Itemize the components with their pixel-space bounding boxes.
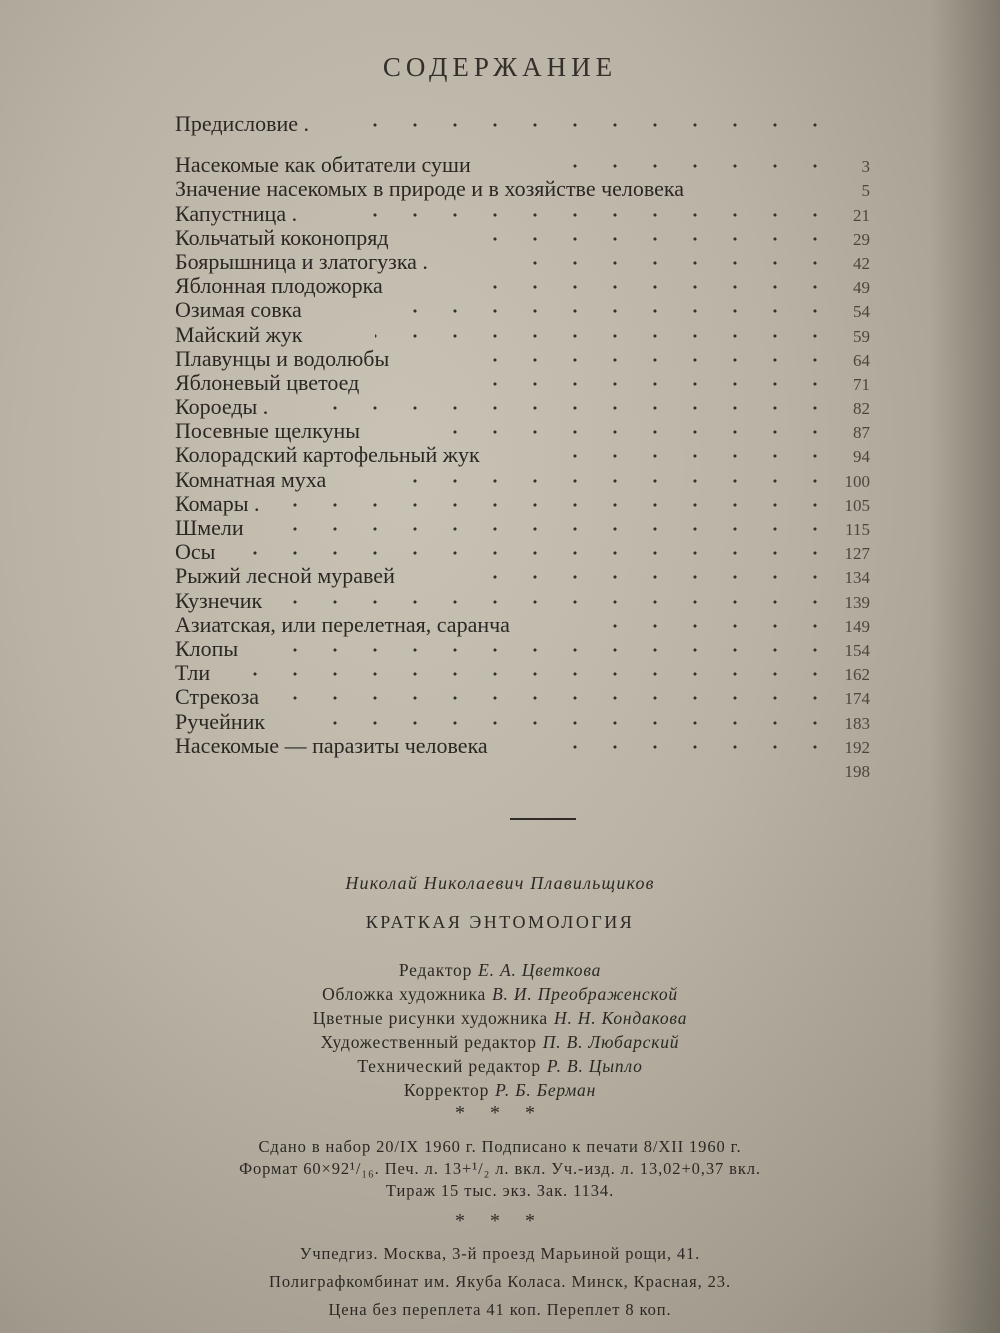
toc-leader-dots	[465, 232, 835, 246]
toc-leader-dots	[565, 159, 835, 173]
toc-leader-dots	[290, 498, 835, 512]
toc-leader-dots	[300, 716, 835, 730]
toc-entry-label: Капустница .	[175, 200, 298, 226]
toc-entry-label: Колорадский картофельный жук	[175, 442, 480, 468]
table-of-contents	[175, 112, 875, 782]
toc-entry	[175, 613, 875, 637]
toc-entry-label: Плавунцы и водолюбы	[175, 345, 390, 371]
toc-leader-dots	[290, 691, 835, 705]
toc-entry-page: 149	[844, 616, 870, 636]
toc-entry-page: 94	[853, 447, 870, 467]
toc-entry	[175, 395, 875, 419]
toc-entry	[175, 492, 875, 516]
toc-leader-dots	[570, 740, 835, 754]
toc-entry-label: Кузнечик	[175, 587, 263, 613]
toc-entry-label: Осы	[175, 539, 216, 565]
toc-entry-page: 162	[844, 665, 870, 685]
toc-leader-dots	[465, 570, 835, 584]
toc-entry-label: Рыжий лесной муравей	[175, 563, 395, 589]
toc-entry-page: 115	[845, 520, 870, 539]
contents-title: СОДЕРЖАНИЕ	[382, 52, 618, 82]
toc-leader-dots	[365, 208, 835, 222]
publisher-info-line: Полиграфкомбинат им. Якуба Коласа. Минск, Красная, 23.	[269, 1272, 731, 1291]
toc-entry-page: 54	[853, 302, 870, 322]
toc-entry	[175, 516, 875, 540]
toc-entry	[175, 112, 875, 136]
toc-entry	[175, 274, 875, 298]
credit-line	[0, 1078, 1000, 1102]
toc-entry-page: 42	[853, 253, 870, 273]
toc-entry-label: Стрекоза	[175, 684, 260, 710]
toc-leader-dots	[280, 595, 835, 609]
toc-entry-label: Яблонная плодожорка	[175, 273, 383, 299]
credit-role: Корректор	[403, 1080, 490, 1100]
toc-entry-label: Короеды .	[175, 394, 269, 420]
credit-role: Обложка художника	[322, 984, 487, 1004]
print-info	[0, 1136, 1000, 1202]
toc-leader-dots	[465, 280, 835, 294]
toc-entry-label: Насекомые как обитатели суши	[175, 152, 471, 178]
toc-leader-dots	[380, 304, 835, 318]
toc-entry	[175, 250, 875, 274]
toc-entry	[175, 589, 875, 613]
toc-leader-dots	[375, 329, 835, 343]
toc-entry	[175, 564, 875, 588]
toc-entry-page: 59	[853, 326, 870, 346]
credit-role: Художественный редактор	[320, 1032, 537, 1052]
publisher-info-line: Цена без переплета 41 коп. Переплет 8 коп.	[328, 1300, 672, 1319]
separator-stars: * * *	[455, 1102, 545, 1124]
toc-entry-label: Кольчатый коконопряд	[175, 224, 389, 250]
print-info-line: Сдано в набор 20/IX 1960 г. Подписано к печати 8/XII 1960 г.	[258, 1137, 742, 1156]
page-edge-shadow	[930, 0, 1000, 1333]
credit-name: Р. Б. Берман	[495, 1080, 597, 1100]
toc-entry	[175, 347, 875, 371]
print-info-line: Формат 60×92¹/₁₆. Печ. л. 13+¹/₂ л. вкл. Уч.-изд. л. 13,02+0,37 вкл.	[239, 1159, 761, 1178]
toc-entry-page: 64	[853, 350, 870, 370]
toc-entry-page: 154	[844, 640, 870, 660]
toc-entry-label: Посевные щелкуны	[175, 418, 361, 444]
toc-entry-page: 139	[844, 592, 870, 612]
toc-entry-label: Комнатная муха	[175, 466, 327, 492]
toc-leader-dots	[235, 667, 835, 681]
toc-entry-label: Шмели	[175, 515, 244, 540]
credit-name: В. И. Преображенской	[492, 984, 678, 1004]
credit-line	[0, 1006, 1000, 1030]
toc-entry	[175, 226, 875, 250]
toc-leader-dots	[430, 425, 835, 439]
toc-entry	[175, 202, 875, 226]
toc-entry-page: 198	[844, 761, 870, 781]
toc-entry	[175, 637, 875, 661]
toc-entry	[175, 153, 875, 177]
toc-entry	[175, 371, 875, 395]
toc-entry	[175, 685, 875, 709]
toc-entry-page: 71	[853, 374, 870, 394]
toc-entry-label: Озимая совка	[175, 297, 302, 323]
toc-leader-dots	[305, 401, 835, 415]
toc-entry-page: 183	[844, 713, 870, 733]
toc-entry-page: 5	[861, 181, 870, 201]
toc-entry-label: Яблоневый цветоед	[175, 369, 360, 395]
toc-entry-page: 134	[844, 568, 870, 588]
toc-entry	[175, 734, 875, 758]
credit-name: П. В. Любарский	[542, 1032, 680, 1052]
toc-entry-label: Значение насекомых в природе и в хозяйстве человека	[175, 176, 685, 202]
credit-name: Е. А. Цветкова	[478, 960, 602, 980]
publisher-info	[0, 1240, 1000, 1324]
toc-entry-label: Боярышница и златогузка .	[175, 248, 428, 274]
toc-entry-label: Майский жук	[175, 321, 303, 347]
toc-entry	[175, 468, 875, 492]
toc-entry-page: 192	[844, 737, 870, 757]
toc-leader-dots	[345, 118, 835, 132]
toc-leader-dots	[460, 377, 835, 391]
credit-role: Цветные рисунки художника	[312, 1008, 548, 1028]
publisher-info-line: Учпедгиз. Москва, 3-й проезд Марьиной рощи, 41.	[299, 1244, 701, 1263]
toc-entry	[175, 177, 875, 201]
credit-line	[0, 958, 1000, 982]
toc-leader-dots	[265, 643, 835, 657]
credit-role: Технический редактор	[357, 1056, 541, 1076]
toc-entry-page: 174	[844, 689, 870, 709]
toc-entry	[175, 710, 875, 734]
toc-entry-label: Предисловие .	[175, 111, 309, 136]
toc-entry-page: 29	[853, 229, 870, 249]
toc-entry	[175, 758, 875, 782]
toc-entry	[175, 540, 875, 564]
toc-entry-page: 21	[853, 205, 870, 225]
author-name: Николай Николаевич Плавильщиков	[345, 873, 655, 893]
book-title: КРАТКАЯ ЭНТОМОЛОГИЯ	[365, 912, 635, 932]
toc-leader-dots	[465, 353, 835, 367]
toc-leader-dots	[570, 449, 835, 463]
toc-entry-label: Ручейник	[175, 708, 266, 734]
section-divider	[510, 818, 576, 820]
toc-entry-label: Насекомые — паразиты человека	[175, 732, 488, 758]
toc-entry-page: 3	[861, 157, 870, 177]
toc-entry	[175, 323, 875, 347]
toc-entry	[175, 419, 875, 443]
toc-leader-dots	[520, 256, 835, 270]
toc-entry	[175, 443, 875, 467]
toc-leader-dots	[385, 474, 835, 488]
toc-leader-dots	[275, 522, 835, 536]
toc-entry-page: 127	[844, 544, 870, 564]
toc-entry-page: 87	[853, 423, 870, 443]
toc-entry-label: Комары .	[175, 490, 260, 516]
print-info-line: Тираж 15 тыс. экз. Зак. 1134.	[385, 1181, 615, 1200]
credits-list	[0, 958, 1000, 1102]
toc-entry-page: 49	[853, 278, 870, 298]
credit-role: Редактор	[398, 960, 473, 980]
credit-name: Р. В. Цыпло	[546, 1056, 643, 1076]
toc-entry	[175, 298, 875, 322]
credit-line	[0, 1030, 1000, 1054]
toc-leader-dots	[605, 619, 835, 633]
toc-entry-label: Клопы	[175, 635, 239, 661]
toc-leader-dots	[245, 546, 835, 560]
credit-name: Н. Н. Кондакова	[554, 1008, 688, 1028]
toc-entry-label: Тли	[175, 660, 211, 686]
separator-stars: * * *	[455, 1210, 545, 1232]
toc-entry	[175, 661, 875, 685]
credit-line	[0, 982, 1000, 1006]
credit-line	[0, 1054, 1000, 1078]
toc-entry-page: 100	[844, 471, 870, 491]
toc-entry-page: 105	[844, 495, 870, 515]
toc-entry-label: Азиатская, или перелетная, саранча	[175, 611, 510, 637]
toc-entry-page: 82	[853, 399, 870, 419]
